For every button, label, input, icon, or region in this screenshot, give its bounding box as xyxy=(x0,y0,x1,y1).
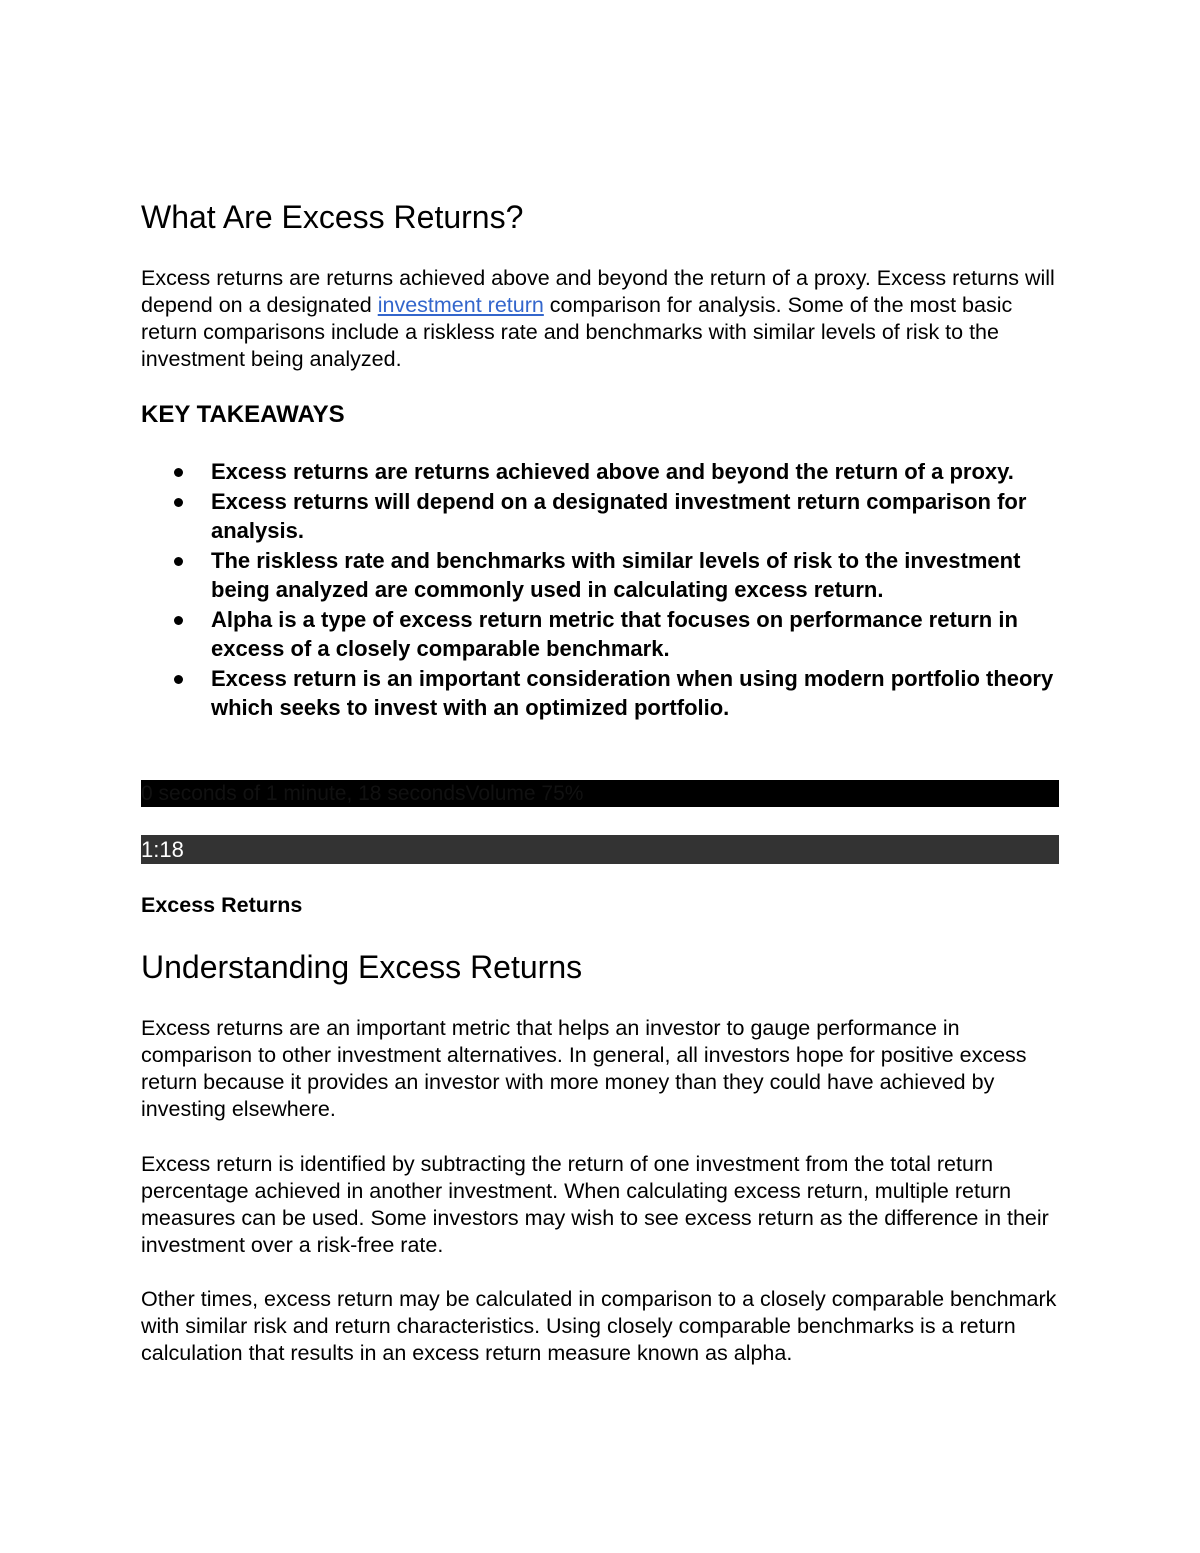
intro-text-part2: comparison for analysis. Some of the most basic return comparisons include a riskless rate and benchmarks with similar levels of risk to the investment being analyzed. xyxy=(141,293,1013,371)
video-duration-bar[interactable] xyxy=(141,835,1059,864)
list-item xyxy=(141,457,1059,487)
takeaway-text: The riskless rate and benchmarks with similar levels of risk to the investment being analyzed are commonly used in calculating excess return. xyxy=(211,547,1021,602)
intro-paragraph xyxy=(141,265,1059,373)
video-status-text: 0 seconds of 1 minute, 18 secondsVolume 75% xyxy=(141,782,584,805)
takeaway-text: Excess returns will depend on a designated investment return comparison for analysis. xyxy=(211,488,1027,543)
body-paragraph: Excess returns are an important metric that helps an investor to gauge performance in comparison to other investment alternatives. In general, all investors hope for positive excess return because it provides an investor with more money than they could have achieved by investing elsewhere. xyxy=(141,1016,1027,1121)
key-takeaways-list xyxy=(141,457,1059,723)
section-title-what-are-excess-returns: What Are Excess Returns? xyxy=(141,199,524,235)
list-item xyxy=(141,487,1059,546)
bullet-icon xyxy=(174,557,183,566)
video-duration: 1:18 xyxy=(141,837,184,862)
takeaway-text: Excess returns are returns achieved above and beyond the return of a proxy. xyxy=(211,459,1014,484)
intro-text-part1: Excess returns are returns achieved above and beyond the return of a proxy. Excess returns will depend on a designated xyxy=(141,266,1055,317)
section-title-understanding-excess-returns: Understanding Excess Returns xyxy=(141,949,583,985)
body-paragraph: Excess return is identified by subtracting the return of one investment from the total return percentage achieved in another investment. When calculating excess return, multiple return measures can be used. Some investors may wish to see excess return as the difference in their investment over a risk-free rate. xyxy=(141,1152,1049,1257)
bullet-icon xyxy=(174,498,183,507)
bullet-icon xyxy=(174,616,183,625)
takeaway-text: Excess return is an important consideration when using modern portfolio theory which seeks to invest with an optimized portfolio. xyxy=(211,665,1054,720)
investment-return-link[interactable]: investment return xyxy=(377,293,544,317)
list-item xyxy=(141,605,1059,664)
video-player-bar[interactable] xyxy=(141,780,1059,807)
video-caption: Excess Returns xyxy=(141,893,303,917)
list-item xyxy=(141,546,1059,605)
body-paragraph: Other times, excess return may be calculated in comparison to a closely comparable benchmark with similar risk and return characteristics. Using closely comparable benchmarks is a return calculation that results in an excess return measure known as alpha. xyxy=(141,1287,1057,1365)
bullet-icon xyxy=(174,675,183,684)
key-takeaways-heading: KEY TAKEAWAYS xyxy=(141,401,345,428)
takeaway-text: Alpha is a type of excess return metric that focuses on performance return in excess of a closely comparable benchmark. xyxy=(211,606,1018,661)
bullet-icon xyxy=(174,468,183,477)
list-item xyxy=(141,664,1059,723)
